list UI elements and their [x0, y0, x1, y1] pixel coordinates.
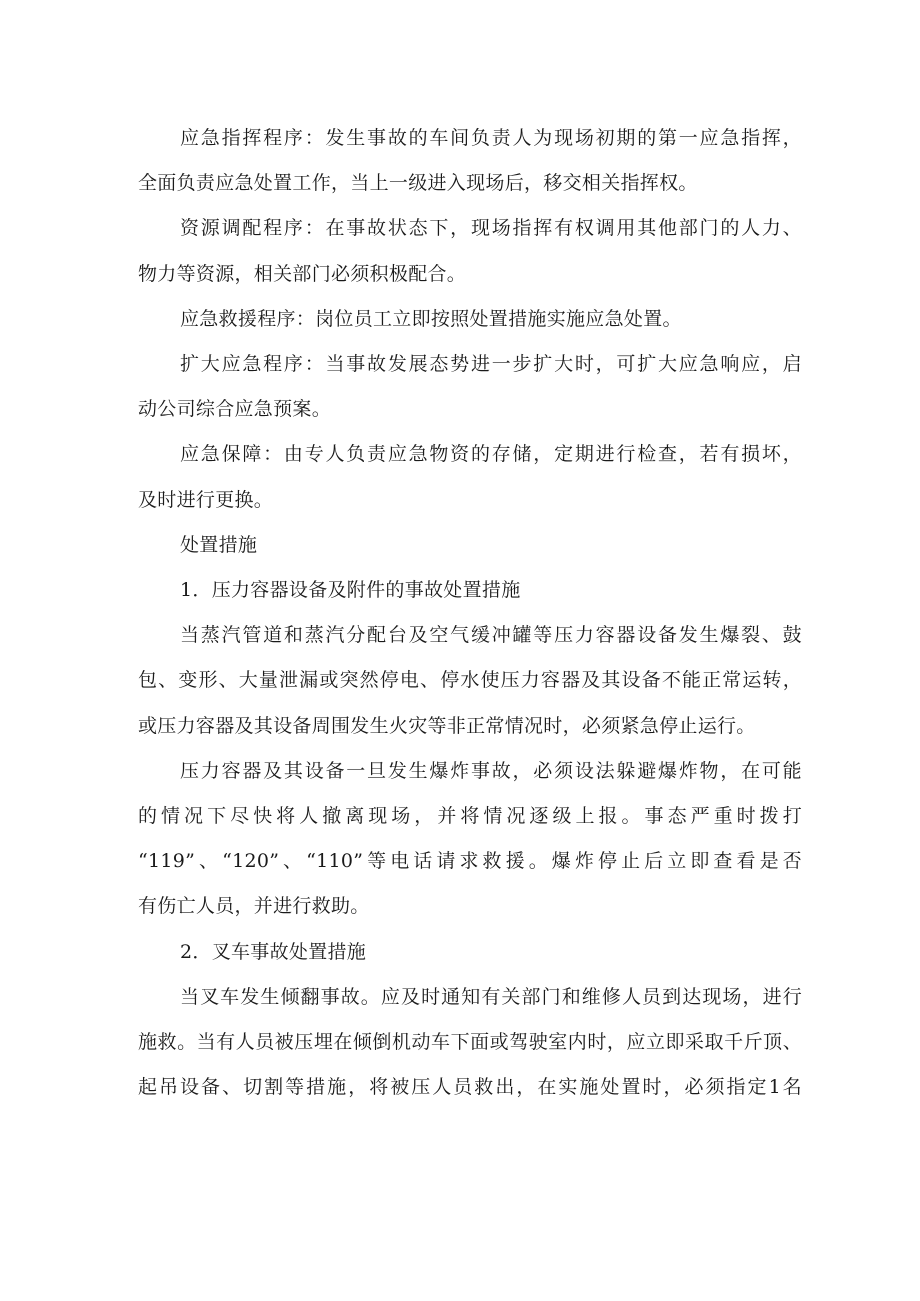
paragraph-pressure-vessel-explosion [138, 749, 802, 930]
paragraph-expand-procedure [138, 342, 802, 432]
text-line: 应急保障：由专人负责应急物资的存储，定期进行检查，若有损坏， [180, 443, 802, 466]
text-line: 或压力容器及其设备周围发生火灾等非正常情况时，必须紧急停止运行。 [138, 714, 756, 737]
text-line: 物力等资源，相关部门必须积极配合。 [138, 262, 467, 285]
text-line: 及时进行更换。 [138, 488, 274, 511]
text-line: 压力容器及其设备一旦发生爆炸事故，必须设法躲避爆炸物，在可能 [180, 759, 802, 782]
text-line: 包、变形、大量泄漏或突然停电、停水使压力容器及其设备不能正常运转， [138, 669, 802, 692]
section-heading-measures [138, 523, 802, 568]
text-line: 动公司综合应急预案。 [138, 398, 332, 421]
paragraph-resource-procedure [138, 206, 802, 296]
subheading-pressure-vessel [138, 568, 802, 613]
paragraph-command-procedure [138, 116, 802, 206]
subheading-text: 2．叉车事故处置措施 [180, 940, 367, 963]
text-line: 全面负责应急处置工作，当上一级进入现场后，移交相关指挥权。 [138, 172, 698, 195]
text-line: 施救。当有人员被压埋在倾倒机动车下面或驾驶室内时，应立即采取千斤顶、 [138, 1031, 802, 1054]
text-line: 有伤亡人员，并进行救助。 [138, 895, 370, 918]
text-line: 应急指挥程序：发生事故的车间负责人为现场初期的第一应急指挥， [180, 127, 802, 149]
text-line: 当蒸汽管道和蒸汽分配台及空气缓冲罐等压力容器设备发生爆裂、鼓 [180, 624, 802, 647]
subheading-text: 1．压力容器设备及附件的事故处置措施 [180, 579, 521, 602]
section-heading-text: 处置措施 [180, 533, 258, 556]
text-line: 的情况下尽快将人撤离现场，并将情况逐级上报。事态严重时拨打 [138, 805, 802, 828]
document-body [138, 116, 802, 1110]
text-line: 扩大应急程序：当事故发展态势进一步扩大时，可扩大应急响应，启 [180, 353, 802, 376]
paragraph-forklift-rollover [138, 975, 802, 1111]
paragraph-guarantee [138, 432, 802, 522]
subheading-forklift [138, 930, 802, 975]
text-line: 资源调配程序：在事故状态下，现场指挥有权调用其他部门的人力、 [180, 217, 802, 240]
paragraph-rescue-procedure [138, 297, 802, 342]
text-line: 应急救援程序：岗位员工立即按照处置措施实施应急处置。 [180, 307, 682, 330]
paragraph-pressure-vessel-stop [138, 613, 802, 749]
text-line: 当叉车发生倾翻事故。应及时通知有关部门和维修人员到达现场，进行 [180, 985, 802, 1008]
text-line: 起吊设备、切割等措施，将被压人员救出，在实施处置时，必须指定1名 [138, 1076, 802, 1099]
text-line: “119”、“120”、“110”等电话请求救援。爆炸停止后立即查看是否 [138, 850, 802, 873]
